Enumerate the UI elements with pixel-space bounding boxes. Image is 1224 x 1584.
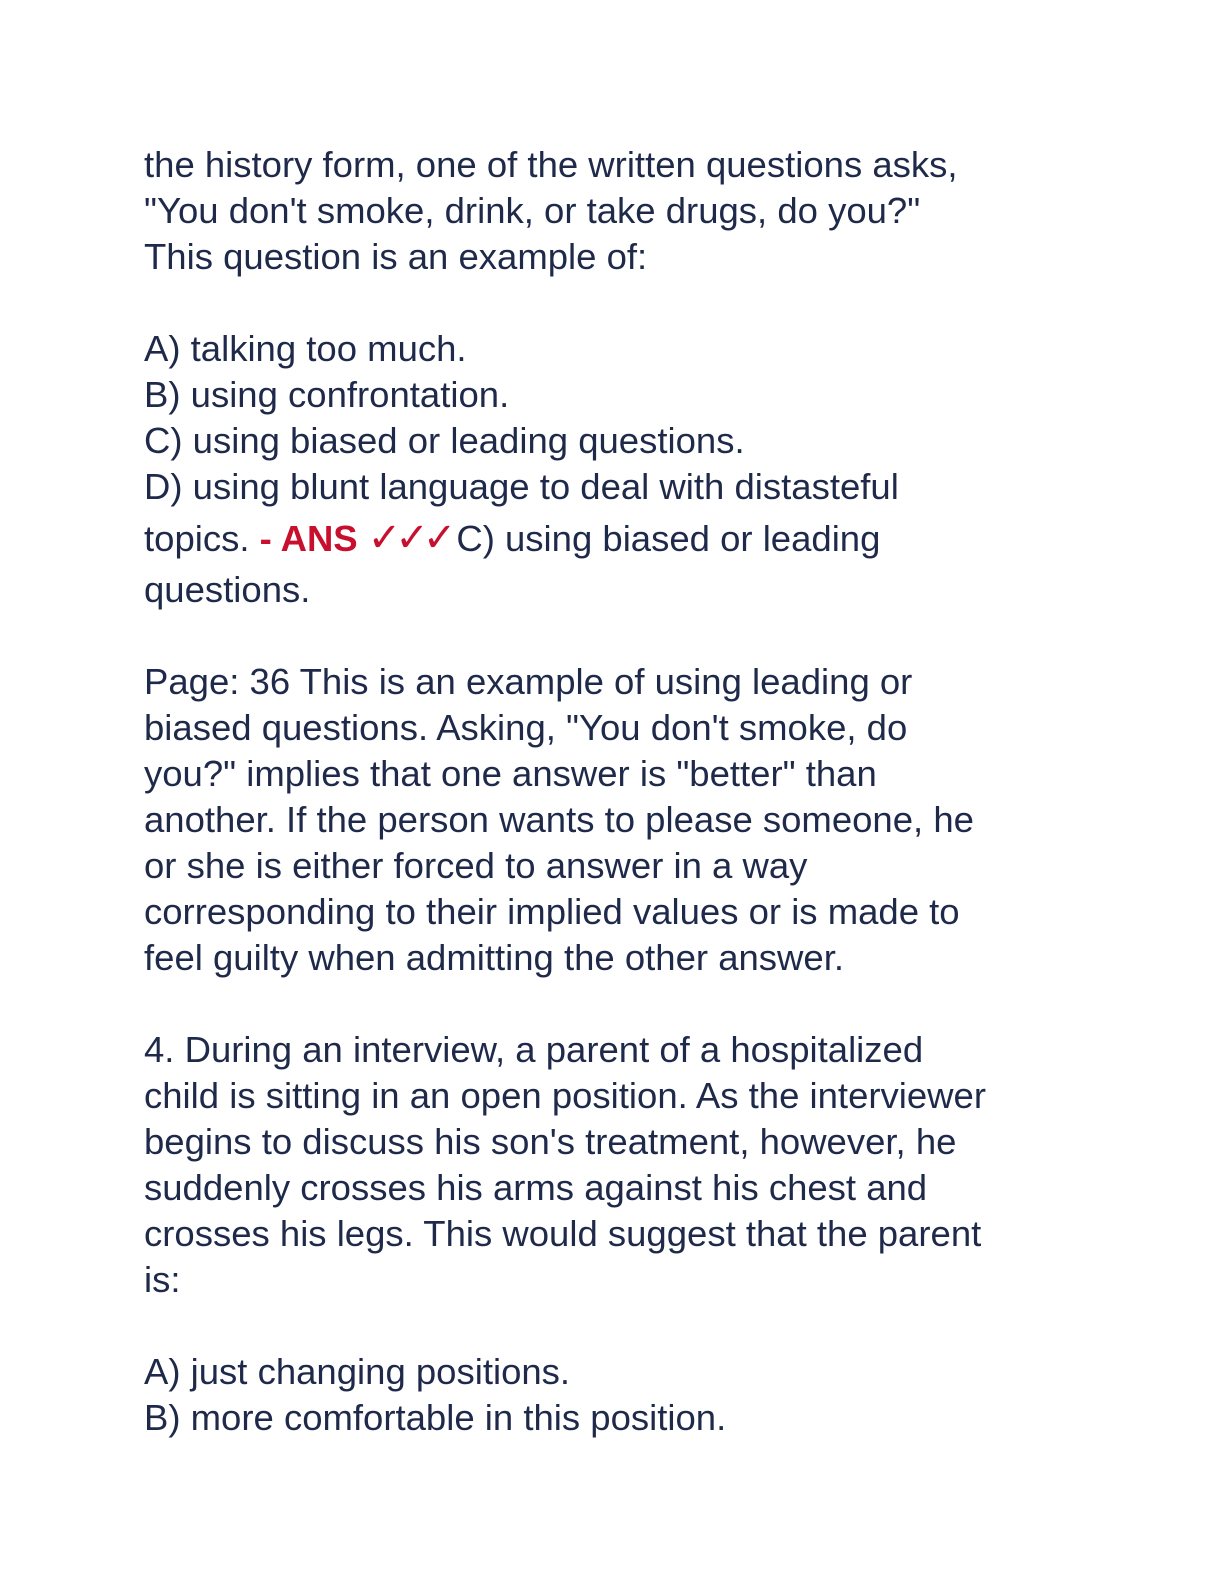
- paragraph-gap: [144, 613, 1074, 659]
- rationale-line: feel guilty when admitting the other answer.: [144, 937, 844, 978]
- question-stem-line: begins to discuss his son's treatment, however, he: [144, 1121, 957, 1162]
- rationale-line: corresponding to their implied values or is made to: [144, 891, 960, 932]
- paragraph-gap: [144, 1303, 1074, 1349]
- question-stem-line: is:: [144, 1259, 181, 1300]
- rationale-line: another. If the person wants to please someone, he: [144, 799, 974, 840]
- question-stem-line: the history form, one of the written questions asks,: [144, 144, 958, 185]
- question-stem-line: "You don't smoke, drink, or take drugs, do you?": [144, 190, 921, 231]
- answer-option: A) talking too much.: [144, 328, 467, 369]
- question-stem-line: child is sitting in an open position. As the interviewer: [144, 1075, 986, 1116]
- question-stem-line: This question is an example of:: [144, 236, 648, 277]
- answer-option: C) using biased or leading questions.: [144, 420, 745, 461]
- checkmark-icon: ✓✓✓: [367, 515, 451, 561]
- correct-answer-text-continued: questions.: [144, 569, 311, 610]
- answer-option: A) just changing positions.: [144, 1351, 571, 1392]
- answer-option: D) using blunt language to deal with distasteful: [144, 466, 899, 507]
- rationale-line: Page: 36 This is an example of using leading or: [144, 661, 913, 702]
- answer-option: B) using confrontation.: [144, 374, 510, 415]
- question-stem-line: suddenly crosses his arms against his chest and: [144, 1167, 928, 1208]
- question-stem-line: 4. During an interview, a parent of a hospitalized: [144, 1029, 924, 1070]
- rationale-line: biased questions. Asking, "You don't smoke, do: [144, 707, 908, 748]
- rationale-line: or she is either forced to answer in a way: [144, 845, 808, 886]
- answer-label: - ANS: [249, 518, 368, 559]
- correct-answer-text: C) using biased or leading: [456, 518, 881, 559]
- paragraph-gap: [144, 981, 1074, 1027]
- document-page: [144, 142, 1074, 1441]
- rationale-line: you?" implies that one answer is "better" than: [144, 753, 877, 794]
- answer-option-continued: topics.: [144, 518, 250, 559]
- paragraph-gap: [144, 280, 1074, 326]
- answer-option: B) more comfortable in this position.: [144, 1397, 727, 1438]
- answer-line: [144, 510, 1074, 567]
- question-stem-line: crosses his legs. This would suggest that the parent: [144, 1213, 982, 1254]
